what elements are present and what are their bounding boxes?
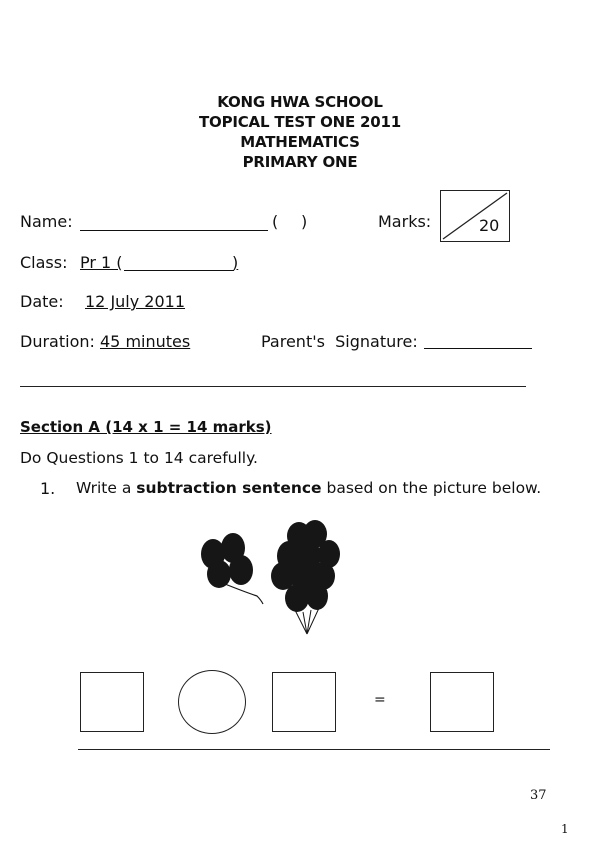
parent-signature-field[interactable] (424, 348, 532, 349)
question-text (76, 479, 541, 497)
answer-box-3[interactable] (430, 672, 494, 732)
popped-balloons-icon (201, 533, 263, 604)
marks-total: 20 (479, 216, 500, 235)
school-name: KONG HWA SCHOOL (217, 93, 383, 111)
level-title: PRIMARY ONE (242, 153, 358, 171)
question-text-end: based on the picture below. (321, 479, 542, 497)
subject-title: MATHEMATICS (240, 133, 360, 151)
class-number-field[interactable] (124, 270, 234, 271)
class-label: Class: (20, 253, 68, 272)
class-paren-close: ) (232, 253, 239, 272)
section-instruction: Do Questions 1 to 14 carefully. (20, 449, 258, 467)
operator-oval[interactable] (178, 670, 246, 734)
balloons-picture (195, 512, 355, 642)
answer-box-2[interactable] (272, 672, 336, 732)
test-title: TOPICAL TEST ONE 2011 (198, 113, 401, 131)
date-label: Date: (20, 292, 64, 311)
duration-label: Duration: (20, 332, 95, 351)
question-number: 1. (40, 479, 56, 498)
class-value: Pr 1 ( (80, 253, 123, 272)
answer-box-1[interactable] (80, 672, 144, 732)
date-value: 12 July 2011 (85, 292, 186, 311)
parent-signature-label: Parent's Signature: (261, 332, 418, 351)
marks-label: Marks: (378, 212, 432, 231)
section-title: Section A (14 x 1 = 14 marks) (20, 418, 272, 436)
question-text-start: Write a (76, 479, 137, 497)
name-paren-open: ( (272, 212, 279, 231)
question-text-bold: subtraction sentence (136, 479, 322, 497)
name-field[interactable] (80, 230, 268, 231)
balloon-bunch-icon (271, 520, 340, 634)
name-label: Name: (20, 212, 73, 231)
equals-sign: = (374, 692, 386, 708)
handwritten-mark: 37 (530, 788, 547, 803)
answer-line (78, 749, 550, 750)
marks-box[interactable] (440, 190, 510, 242)
name-paren-close: ) (301, 212, 308, 231)
page-number: 1 (561, 822, 569, 836)
duration-value: 45 minutes (100, 332, 191, 351)
header-divider (20, 386, 526, 387)
